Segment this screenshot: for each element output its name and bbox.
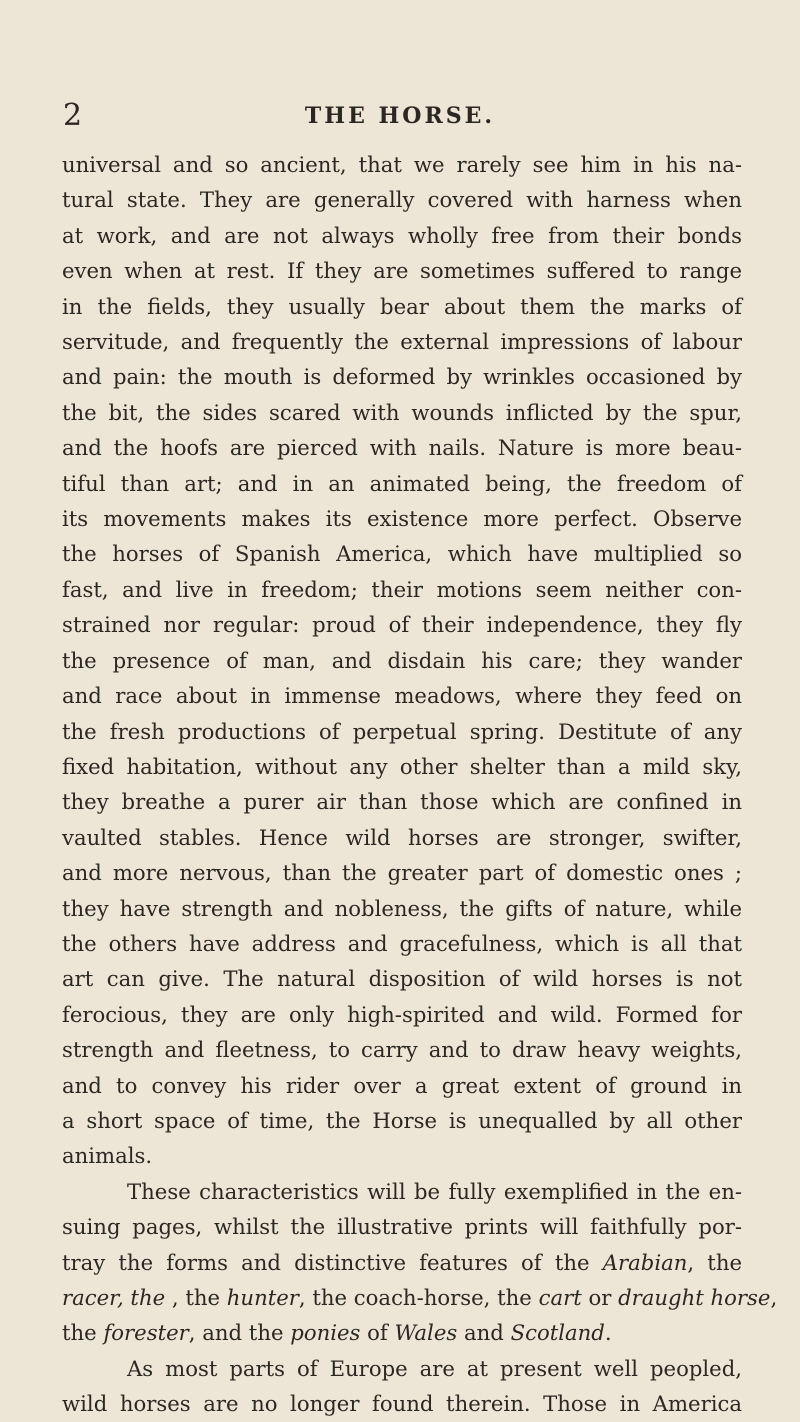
text-line: at work, and are not always wholly free from their bonds [62,222,742,248]
text-line: the fresh productions of perpetual spring. Destitute of any [62,718,742,744]
running-title: THE HORSE. [304,103,496,129]
text-line: servitude, and frequently the external impressions of labour [62,329,742,355]
text-line: These characteristics will be fully exemplified in the en- [127,1178,742,1204]
text-line: strength and fleetness, to carry and to draw heavy weights, [62,1037,742,1063]
text-line: tray the forms and distinctive features of the Arabian, the [62,1249,742,1275]
text-line: As most parts of Europe are at present well peopled, [127,1355,742,1381]
body-text [62,147,778,1422]
paragraph-1 [62,147,742,1174]
text-line: racer, the , the hunter, the coach-horse, the cart or draught horse, [62,1285,778,1310]
text-line: animals. [62,1143,153,1169]
text-line: art can give. The natural disposition of wild horses is not [62,966,742,992]
text-line: strained nor regular: proud of their independence, they fly [62,612,742,638]
text-line: in the fields, they usually bear about them the marks of [62,293,742,319]
text-line: fast, and live in freedom; their motions seem neither con- [62,576,742,602]
text-line: and the hoofs are pierced with nails. Nature is more beau- [62,435,742,461]
text-line: the presence of man, and disdain his care; they wander [62,647,742,673]
text-line: tiful than art; and in an animated being, the freedom of [62,470,742,496]
text-line: the horses of Spanish America, which have multiplied so [62,541,742,567]
paragraph-2 [62,1174,778,1351]
text-line: they breathe a purer air than those which are confined in [62,789,742,815]
text-line: even when at rest. If they are sometimes suffered to range [62,258,742,284]
text-line: and pain: the mouth is deformed by wrinkles occasioned by [62,364,742,390]
text-line: tural state. They are generally covered with harness when [62,187,742,213]
text-line: wild horses are no longer found therein. Those in America [62,1391,742,1417]
text-line: a short space of time, the Horse is unequalled by all other [62,1107,742,1133]
text-line: they have strength and nobleness, the gifts of nature, while [62,895,742,921]
text-line: its movements makes its existence more perfect. Observe [62,506,742,532]
text-line: and to convey his rider over a great extent of ground in [62,1072,742,1098]
text-line: fixed habitation, without any other shelter than a mild sky, [62,753,742,779]
text-line: ferocious, they are only high-spirited and wild. Formed for [62,1001,742,1027]
paragraph-3 [62,1351,742,1422]
page-number: 2 [63,98,83,133]
text-line: and more nervous, than the greater part of domestic ones ; [62,860,742,886]
text-line: the bit, the sides scared with wounds inflicted by the spur, [62,399,742,425]
text-line: the forester, and the ponies of Wales and Scotland. [62,1320,612,1346]
text-line: universal and so ancient, that we rarely see him in his na- [62,152,742,177]
text-line: and race about in immense meadows, where they feed on [62,683,742,709]
text-line: the others have address and gracefulness, which is all that [62,930,742,956]
text-line: vaulted stables. Hence wild horses are stronger, swifter, [62,824,742,850]
text-line: suing pages, whilst the illustrative prints will faithfully por- [62,1214,742,1240]
